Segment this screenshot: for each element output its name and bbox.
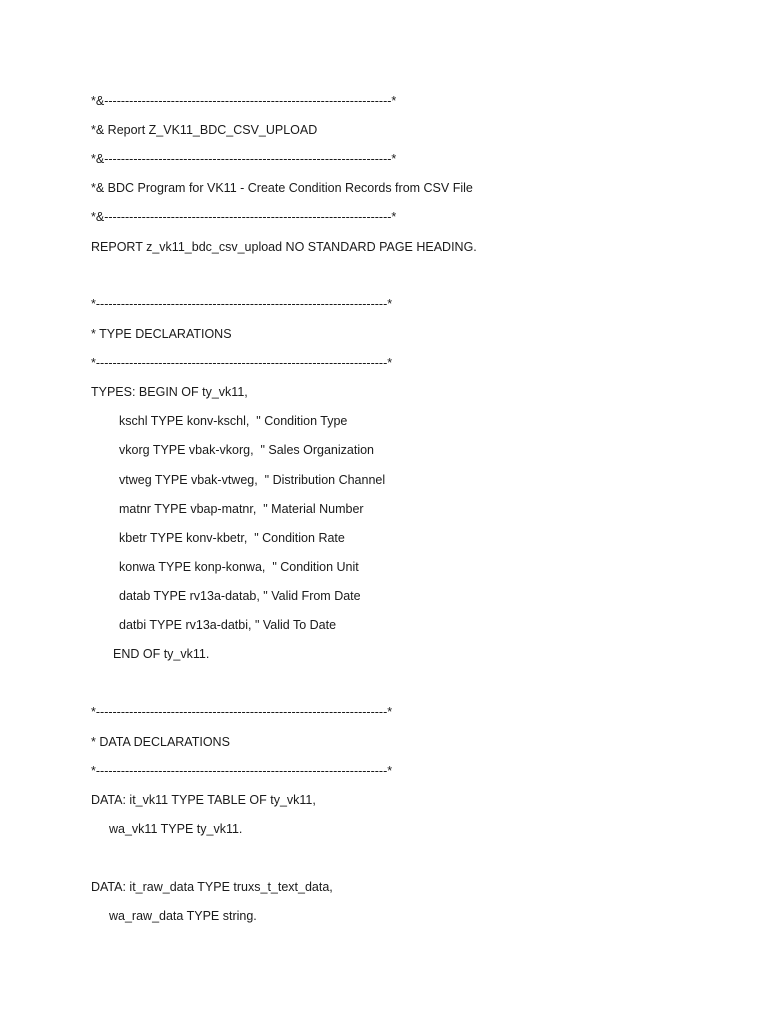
type-field-vkorg: vkorg TYPE vbak-vkorg, " Sales Organization: [119, 443, 375, 457]
report-title-comment: *& Report Z_VK11_BDC_CSV_UPLOAD: [91, 123, 318, 137]
type-field-vtweg: vtweg TYPE vbak-vtweg, " Distribution Channel: [119, 473, 386, 487]
comment-separator: *----------------------------------------------------------------------*: [91, 764, 393, 778]
comment-separator: *----------------------------------------------------------------------*: [91, 356, 393, 370]
data-declarations-heading: * DATA DECLARATIONS: [91, 735, 230, 749]
data-statement-it-vk11: DATA: it_vk11 TYPE TABLE OF ty_vk11,: [91, 793, 316, 807]
data-statement-it-raw-data: DATA: it_raw_data TYPE truxs_t_text_data,: [91, 880, 333, 894]
type-field-datab: datab TYPE rv13a-datab, " Valid From Date: [119, 589, 361, 603]
types-end-statement: END OF ty_vk11.: [113, 647, 210, 661]
type-field-konwa: konwa TYPE konp-konwa, " Condition Unit: [119, 560, 359, 574]
type-declarations-heading: * TYPE DECLARATIONS: [91, 327, 232, 341]
data-field-wa-vk11: wa_vk11 TYPE ty_vk11.: [109, 822, 243, 836]
type-field-datbi: datbi TYPE rv13a-datbi, " Valid To Date: [119, 618, 337, 632]
program-description-comment: *& BDC Program for VK11 - Create Condition Records from CSV File: [91, 181, 473, 195]
comment-separator: *----------------------------------------------------------------------*: [91, 297, 393, 311]
comment-separator: *&---------------------------------------------------------------------*: [91, 94, 397, 108]
comment-separator: *&---------------------------------------------------------------------*: [91, 210, 397, 224]
type-field-kschl: kschl TYPE konv-kschl, " Condition Type: [119, 414, 348, 428]
report-statement: REPORT z_vk11_bdc_csv_upload NO STANDARD PAGE HEADING.: [91, 240, 477, 254]
type-field-matnr: matnr TYPE vbap-matnr, " Material Number: [119, 502, 364, 516]
comment-separator: *&---------------------------------------------------------------------*: [91, 152, 397, 166]
comment-separator: *----------------------------------------------------------------------*: [91, 705, 393, 719]
type-field-kbetr: kbetr TYPE konv-kbetr, " Condition Rate: [119, 531, 345, 545]
data-field-wa-raw-data: wa_raw_data TYPE string.: [109, 909, 257, 923]
types-begin-statement: TYPES: BEGIN OF ty_vk11,: [91, 385, 248, 399]
